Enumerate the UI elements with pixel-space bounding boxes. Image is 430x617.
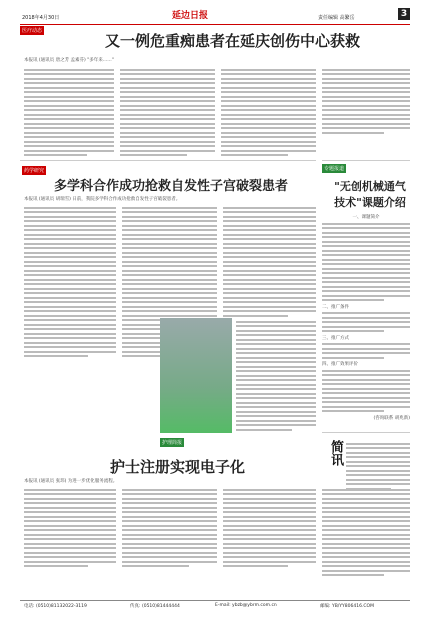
article2-col3 xyxy=(223,204,316,319)
contact-note: (咨询联系 胡兆新) xyxy=(373,415,410,421)
footer-email: E-mail: ybzb@ybrm.com.cn xyxy=(215,603,277,608)
section-tag-pharma: 药学研究 xyxy=(24,168,45,174)
section4-heading: 四、推广效果评价 xyxy=(322,362,358,367)
article2-col1 xyxy=(24,204,116,360)
brief-vertical-title: 简讯 xyxy=(328,440,343,466)
article1-byline: 本报讯 (通讯员 唐之芳 孟素芬) "多年来……" xyxy=(24,58,114,63)
newspaper-logo: 延边日报 xyxy=(172,11,209,21)
page-editors: 责任编辑 高繁岳 xyxy=(318,15,355,21)
article1-col3 xyxy=(221,66,316,159)
section-tag-topic: 专题报道 xyxy=(324,166,345,172)
issue-date: 2018年4月30日 xyxy=(22,15,60,21)
header-rule xyxy=(20,24,410,25)
brief-body xyxy=(346,440,410,492)
right-column-divider xyxy=(322,160,410,161)
brief-body-2 xyxy=(322,486,410,579)
footer-fax: 传真: (0510)81444444 xyxy=(130,604,180,609)
section3-heading: 三、推广方式 xyxy=(322,335,349,341)
section1-heading: 一、课题简介 xyxy=(352,215,380,220)
article4-body xyxy=(322,212,410,423)
article2-title: 多学科合作成功抢救自发性子宫破裂患者 xyxy=(54,179,289,194)
article3-title: 护士注册实现电子化 xyxy=(110,458,246,476)
footer-postcode: 邮编: YB/YY806416.COM xyxy=(320,604,374,609)
article3-byline: 本报讯 (通讯员 张玮) 为进一步优化服务流程。 xyxy=(24,479,118,484)
section-tag-nursing: 护理简报 xyxy=(162,440,183,446)
brief-divider xyxy=(322,432,410,433)
article1-col2 xyxy=(120,66,215,159)
photo-caption-block xyxy=(236,318,316,433)
article3-col1 xyxy=(24,486,116,570)
article1-col1 xyxy=(24,66,114,159)
article4-title: "无创机械通气技术"课题介绍 xyxy=(334,180,406,209)
footer-rule xyxy=(20,600,410,601)
section-tag-health: 医疗动态 xyxy=(22,28,43,34)
article3-col3 xyxy=(223,486,316,570)
section2-heading: 二、推广条件 xyxy=(322,304,349,310)
article1-col4 xyxy=(322,66,410,136)
article2-byline: 本报讯 (通讯员 胡瑞雪) 日前，我院多学科合作成功抢救自发性子宫破裂患者。 xyxy=(24,197,181,202)
footer-phone: 电话: (0510)81132022-3119 xyxy=(24,604,87,609)
page-number: 3 xyxy=(398,8,410,20)
article3-col2 xyxy=(122,486,217,570)
news-photo xyxy=(160,318,232,433)
divider xyxy=(20,160,316,161)
article1-title: 又一例危重痴患者在延庆创伤中心获救 xyxy=(105,32,361,50)
